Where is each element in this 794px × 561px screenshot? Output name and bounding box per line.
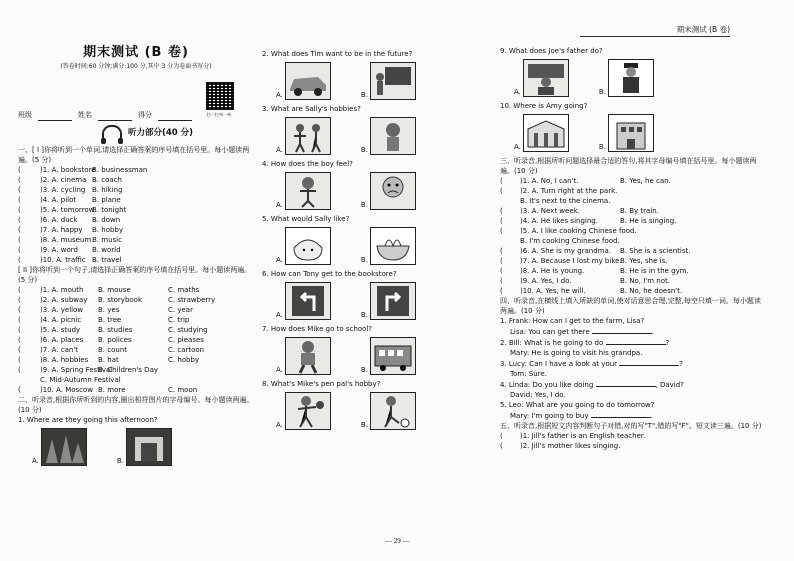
option-text: )6. A. duck: [40, 215, 78, 224]
pics-q4: [276, 172, 494, 210]
option-b[interactable]: [361, 227, 416, 265]
option-text: )6. A. She is my grandma.: [520, 247, 611, 255]
option-text: C. maths: [168, 285, 200, 294]
option-text: )9. A. word: [40, 245, 78, 254]
option-text: C. Mid-Autumn Festival: [40, 375, 121, 384]
girl-picture: [370, 117, 416, 155]
option-text: )10. A. traffic: [40, 255, 86, 264]
option-text: C. moon: [168, 385, 198, 394]
question-2-9: 9. What does Joe's father do?: [500, 47, 603, 55]
question-2-2: 2. What does Tim want to be in the future?: [262, 50, 413, 58]
option-label: A.: [276, 421, 283, 429]
listening-header: [102, 125, 254, 141]
score-label: 得分: [138, 111, 152, 120]
answer-bracket[interactable]: (: [18, 185, 21, 194]
section-2-heading: 二、听录音,根据你所听到的内容,圈出相符图片的字母编号。每小题读两遍。(10 分): [18, 395, 254, 414]
option-text: )2. A. Turn right at the park.: [520, 187, 618, 195]
answer-bracket[interactable]: (: [18, 215, 21, 224]
boy-happy-picture: [285, 172, 331, 210]
teacher-picture: [370, 62, 416, 100]
section-1-row: [18, 165, 254, 175]
option-label: B.: [360, 201, 368, 209]
option-text: B. By train.: [620, 207, 659, 215]
option-text: )1. A. No, I can't.: [520, 177, 579, 185]
option-text: B. Children's Day: [98, 365, 158, 374]
option-text: )9. A. Spring Festival: [40, 365, 113, 374]
building-b-picture: [608, 114, 654, 152]
section-5-row: [500, 431, 762, 441]
fill-line-8: David: Yes, I do.: [510, 391, 566, 399]
pics-q7: [276, 337, 494, 375]
option-text: [620, 236, 690, 246]
option-text: )5. A. tomorrow: [40, 205, 95, 214]
section-3-row: [500, 196, 762, 206]
pics-q3: [276, 117, 494, 155]
option-a[interactable]: [276, 282, 331, 320]
option-text: )7. A. can't: [40, 345, 78, 354]
section-1-row: [18, 225, 254, 235]
option-text: [620, 186, 690, 196]
fill-text: , David?: [655, 381, 684, 389]
answer-bracket[interactable]: (: [500, 277, 503, 285]
option-label: B.: [598, 143, 606, 151]
pics-q10: [514, 114, 762, 152]
section-3-row: [500, 246, 762, 256]
fill-line-1: 1. Frank: How can I get to the farm, Lisa?: [500, 317, 645, 325]
question-2-10: 10. Where is Amy going?: [500, 102, 588, 110]
section-1b-row: [18, 325, 254, 335]
qr-caption: 扫一扫 听一听: [206, 112, 232, 118]
walking-picture: [285, 337, 331, 375]
option-label: A.: [32, 456, 39, 465]
option-text: )4. A. pilot: [40, 195, 77, 204]
option-text: )8. A. hobbies: [40, 355, 89, 364]
option-label: B.: [360, 146, 368, 154]
student-info: [18, 110, 192, 120]
option-label: B.: [360, 421, 368, 429]
section-1-row: [18, 185, 254, 195]
fill-line-7: [500, 379, 762, 390]
section-1-heading-2: [ II ]你将听到一个句子,请选择正确答案的序号填在括号里。每小题读两遍。(5 分): [18, 265, 252, 284]
option-text: B. down: [92, 215, 121, 224]
option-label: A.: [514, 143, 521, 151]
option-label: A.: [276, 146, 283, 154]
option-label: A.: [276, 256, 283, 264]
football-picture: [370, 392, 416, 430]
section-1b-row: [18, 355, 254, 365]
fill-text: Lisa: You can get there: [510, 328, 590, 336]
option-text: [168, 375, 228, 385]
column-2: [262, 46, 494, 434]
option-text: B. storybook: [98, 295, 143, 304]
option-text: )1. A. bookstore: [40, 165, 96, 174]
option-text: )7. A. Because I lost my bike.: [520, 257, 622, 265]
answer-bracket[interactable]: [500, 236, 520, 246]
turn-left-sign: [285, 282, 331, 320]
answer-bracket[interactable]: (: [500, 432, 503, 440]
answer-blank[interactable]: [591, 410, 651, 418]
answer-bracket[interactable]: (: [18, 195, 21, 204]
listening-label: 听力部分(40 分): [128, 127, 194, 138]
boy-sad-picture: [370, 172, 416, 210]
section-3-row: [500, 186, 762, 196]
option-text: B. studies: [98, 325, 133, 334]
option-text: B. He is singing.: [620, 217, 677, 225]
section-1b-row: [18, 305, 254, 315]
answer-bracket[interactable]: (: [500, 207, 503, 215]
pics-q1: [32, 428, 254, 466]
fill-line-9: 5. Leo: What are you going to do tomorrow?: [500, 401, 655, 409]
option-text: )8. A. museum: [40, 235, 92, 244]
option-text: C. hobby: [168, 355, 200, 364]
option-label: A.: [276, 91, 283, 99]
answer-bracket[interactable]: (: [18, 305, 21, 314]
answer-bracket[interactable]: (: [500, 227, 503, 235]
option-a[interactable]: [276, 227, 331, 265]
subnote: (答卷时间:60 分钟;满分:100 分,其中 3 分为卷面书写分): [60, 63, 212, 71]
section-1-heading: 一、[ I ]你将听到一个单词,请选择正确答案的序号填在括号里。每小题读两遍。(5 分): [18, 145, 250, 164]
option-text: C. studying: [168, 325, 208, 334]
option-text: )8. A. He is young.: [520, 267, 585, 275]
option-label: B.: [116, 456, 124, 465]
option-text: B. hat: [98, 355, 119, 364]
option-text: [168, 365, 228, 375]
section-1-row: [18, 205, 254, 215]
option-text: B. No, I'm not.: [620, 277, 670, 285]
option-label: B.: [598, 88, 606, 96]
qr-code-icon[interactable]: [206, 82, 234, 110]
option-text: )10. A. Moscow: [40, 385, 94, 394]
answer-bracket[interactable]: (: [18, 385, 21, 394]
option-a[interactable]: [514, 114, 569, 152]
option-text: )4. A. picnic: [40, 315, 82, 324]
answer-blank[interactable]: [596, 379, 656, 387]
column-1: [18, 46, 254, 470]
option-text: B. Yes, she is.: [620, 257, 668, 265]
section-3-row: [500, 236, 762, 246]
fill-line-3: 2. Bill: What is he going to do ?: [500, 339, 670, 347]
section-3-row: [500, 256, 762, 266]
class-field[interactable]: [38, 112, 72, 121]
answer-bracket[interactable]: (: [500, 247, 503, 255]
option-b[interactable]: [117, 428, 172, 466]
option-text: B. businessman: [92, 165, 148, 174]
answer-blank[interactable]: [619, 358, 679, 366]
answer-bracket[interactable]: (: [18, 175, 21, 184]
option-text: B. Yes, he can.: [620, 177, 671, 185]
noodles-picture: [370, 227, 416, 265]
fill-line-6: Tom: Sure.: [510, 370, 547, 378]
section-3-heading: 三、听录音,根据所听问题选择最合适的答句,将其字母编号填在括号里。每小题读两遍。(10 分): [500, 157, 757, 175]
option-text: B. mouse: [98, 285, 131, 294]
answer-bracket[interactable]: (: [18, 315, 21, 324]
option-text: B. polices: [98, 335, 132, 344]
fill-text: 2. Bill: What is he going to do: [500, 339, 604, 347]
answer-bracket[interactable]: (: [18, 285, 21, 294]
section-1b-row: [18, 345, 254, 355]
rice-picture: [285, 227, 331, 265]
section-3-row: [500, 266, 762, 276]
option-text: )1. Jill's father is an English teacher.: [520, 432, 646, 440]
option-text: [620, 196, 690, 206]
section-1b-row: [18, 335, 254, 345]
section-1b-row: [18, 375, 254, 385]
office-picture: [523, 59, 569, 97]
section-1b-row: [18, 385, 254, 395]
section-3-row: [500, 216, 762, 226]
option-text: B. more: [98, 385, 126, 394]
option-text: B. music: [92, 235, 122, 244]
bus-picture: [370, 337, 416, 375]
option-text: B. hiking: [92, 185, 123, 194]
section-1: [18, 145, 254, 466]
option-b[interactable]: [361, 337, 416, 375]
car-picture: [285, 62, 331, 100]
answer-bracket[interactable]: (: [18, 325, 21, 334]
option-text: B. count: [98, 345, 128, 354]
police-picture: [608, 59, 654, 97]
answer-bracket[interactable]: (: [500, 287, 503, 295]
section-1b-row: [18, 285, 254, 295]
answer-bracket[interactable]: (: [18, 295, 21, 304]
fill-line-5: 3. Lucy: Can I have a look at your ?: [500, 360, 683, 368]
section-1b-row: [18, 315, 254, 325]
answer-bracket[interactable]: [18, 375, 40, 385]
gate-picture: [126, 428, 172, 466]
question-2-7: 7. How does Mike go to school?: [262, 325, 372, 333]
option-label: B.: [360, 91, 368, 99]
name-field[interactable]: [98, 112, 132, 121]
headphone-icon: [102, 125, 122, 141]
option-text: B. hobby: [92, 225, 124, 234]
answer-bracket[interactable]: (: [500, 217, 503, 225]
score-field[interactable]: [158, 112, 192, 121]
option-text: C. strawberry: [168, 295, 216, 304]
option-b[interactable]: [361, 282, 416, 320]
option-text: )1. A. mouth: [40, 285, 84, 294]
option-text: B. plane: [92, 195, 121, 204]
option-text: )2. A. cinema: [40, 175, 87, 184]
turn-right-sign: [370, 282, 416, 320]
forest-picture: [41, 428, 87, 466]
option-label: B.: [360, 311, 368, 319]
option-text: B. He is in the gym.: [620, 267, 689, 275]
answer-bracket[interactable]: (: [18, 245, 21, 254]
option-text: [620, 226, 690, 236]
option-text: C. pleases: [168, 335, 204, 344]
option-text: B. coach: [92, 175, 122, 184]
option-b[interactable]: [599, 114, 654, 152]
fill-text: 4. Linda: Do you like doing: [500, 381, 594, 389]
answer-bracket[interactable]: (: [500, 442, 503, 450]
answer-bracket[interactable]: (: [18, 165, 21, 174]
section-1-row: [18, 175, 254, 185]
question-2-6: 6. How can Tony get to the bookstore?: [262, 270, 397, 278]
option-text: B. No, he doesn't.: [620, 287, 683, 295]
option-a[interactable]: [514, 59, 569, 97]
building-a-picture: [523, 114, 569, 152]
option-a[interactable]: [276, 392, 331, 430]
option-text: )3. A. cycling: [40, 185, 86, 194]
question-2-1: 1. Where are they going this afternoon?: [18, 415, 158, 424]
pics-q6: [276, 282, 494, 320]
option-text: B. She is a scientist.: [620, 247, 691, 255]
section-3-row: [500, 206, 762, 216]
option-text: [98, 375, 168, 385]
option-text: )7. A. happy: [40, 225, 83, 234]
answer-bracket[interactable]: (: [500, 187, 503, 195]
option-text: )4. A. He likes singing.: [520, 217, 598, 225]
section-1-row: [18, 255, 254, 265]
section-1-row: [18, 235, 254, 245]
answer-bracket[interactable]: (: [18, 225, 21, 234]
section-5-row: [500, 441, 762, 451]
option-text: B. It's next to the cinema.: [520, 197, 611, 205]
fill-line-4: Mary: He is going to visit his grandpa.: [510, 349, 643, 357]
option-label: B.: [360, 366, 368, 374]
option-text: )9. A. Yes, I do.: [520, 277, 572, 285]
option-a[interactable]: [276, 62, 331, 100]
section-3-row: [500, 176, 762, 186]
pics-q8: [276, 392, 494, 430]
option-text: )2. A. subway: [40, 295, 88, 304]
answer-bracket[interactable]: (: [18, 365, 21, 374]
answer-bracket[interactable]: (: [18, 235, 21, 244]
option-text: B. I'm cooking Chinese food.: [520, 237, 620, 245]
section-1-row: [18, 195, 254, 205]
option-label: B.: [360, 256, 368, 264]
column-3: [500, 46, 762, 451]
section-4-heading: 四、听录音,在横线上填入所缺的单词,使对话意思合理,完整,每空只填一词。每小题读两遍。(10 分): [500, 297, 761, 315]
option-b[interactable]: [599, 59, 654, 97]
answer-bracket[interactable]: (: [18, 355, 21, 364]
question-2-3: 3. What are Sally's hobbies?: [262, 105, 361, 113]
option-text: )2. Jill's mother likes singing.: [520, 442, 621, 450]
option-label: A.: [276, 201, 283, 209]
name-label: 姓名: [78, 111, 92, 120]
answer-bracket[interactable]: (: [18, 345, 21, 354]
option-a[interactable]: [276, 337, 331, 375]
option-a[interactable]: [276, 172, 331, 210]
fill-line-2: Lisa: You can get there .: [510, 328, 655, 336]
fill-text: 3. Lucy: Can I have a look at your: [500, 360, 618, 368]
option-text: )10. A. Yes, he will.: [520, 287, 586, 295]
answer-bracket[interactable]: (: [500, 257, 503, 265]
section-1b-row: [18, 365, 254, 375]
option-text: B. tonight: [92, 205, 127, 214]
pics-q2: [276, 62, 494, 100]
option-text: C. year: [168, 305, 193, 314]
fill-text: Mary: I'm going to buy: [510, 412, 589, 420]
basketball-picture: [285, 392, 331, 430]
option-text: B. tree: [98, 315, 122, 324]
page-number: — 29 —: [385, 537, 410, 545]
question-2-4: 4. How does the boy feel?: [262, 160, 353, 168]
answer-bracket[interactable]: [500, 196, 520, 206]
section-3-row: [500, 276, 762, 286]
option-b[interactable]: [361, 117, 416, 155]
option-b[interactable]: [361, 172, 416, 210]
section-5-heading: 五、听录音,根据短文内容判断句子对错,对的写"T",错的写"F"。短文读三遍。(10 分): [500, 422, 762, 430]
option-text: )3. A. yellow: [40, 305, 84, 314]
answer-blank[interactable]: [592, 326, 652, 334]
pics-q5: [276, 227, 494, 265]
option-text: C. trip: [168, 315, 190, 324]
option-text: B. world: [92, 245, 121, 254]
pics-q9: [514, 59, 762, 97]
option-a[interactable]: [276, 117, 331, 155]
answer-bracket[interactable]: (: [500, 267, 503, 275]
option-label: A.: [514, 88, 521, 96]
answer-blank[interactable]: [606, 337, 666, 345]
section-3-row: [500, 286, 762, 296]
header-right: 期末测试 (B 卷): [580, 24, 730, 37]
section-1-row: [18, 215, 254, 225]
option-b[interactable]: [361, 392, 416, 430]
option-text: )3. A. Next week.: [520, 207, 580, 215]
option-text: )5. A. study: [40, 325, 81, 334]
option-text: B. yes: [98, 305, 120, 314]
option-b[interactable]: [361, 62, 416, 100]
class-label: 班级: [18, 111, 32, 120]
option-label: A.: [276, 311, 283, 319]
option-label: A.: [276, 366, 283, 374]
fill-line-10: Mary: I'm going to buy .: [510, 412, 653, 420]
section-3-row: [500, 226, 762, 236]
dancing-picture: [285, 117, 331, 155]
answer-bracket[interactable]: (: [18, 205, 21, 214]
option-text: B. travel: [92, 255, 122, 264]
question-2-8: 8. What's Mike's pen pal's hobby?: [262, 380, 381, 388]
option-text: )6. A. places: [40, 335, 84, 344]
option-a[interactable]: [32, 428, 87, 466]
section-1b-row: [18, 295, 254, 305]
page-title: 期末测试 (B 卷): [83, 45, 189, 60]
answer-bracket[interactable]: (: [500, 177, 503, 185]
section-1-row: [18, 245, 254, 255]
option-text: C. cartoon: [168, 345, 205, 354]
answer-bracket[interactable]: (: [18, 335, 21, 344]
question-2-5: 5. What would Sally like?: [262, 215, 350, 223]
answer-bracket[interactable]: (: [18, 255, 21, 264]
option-text: )5. A. I like cooking Chinese food.: [520, 227, 637, 235]
